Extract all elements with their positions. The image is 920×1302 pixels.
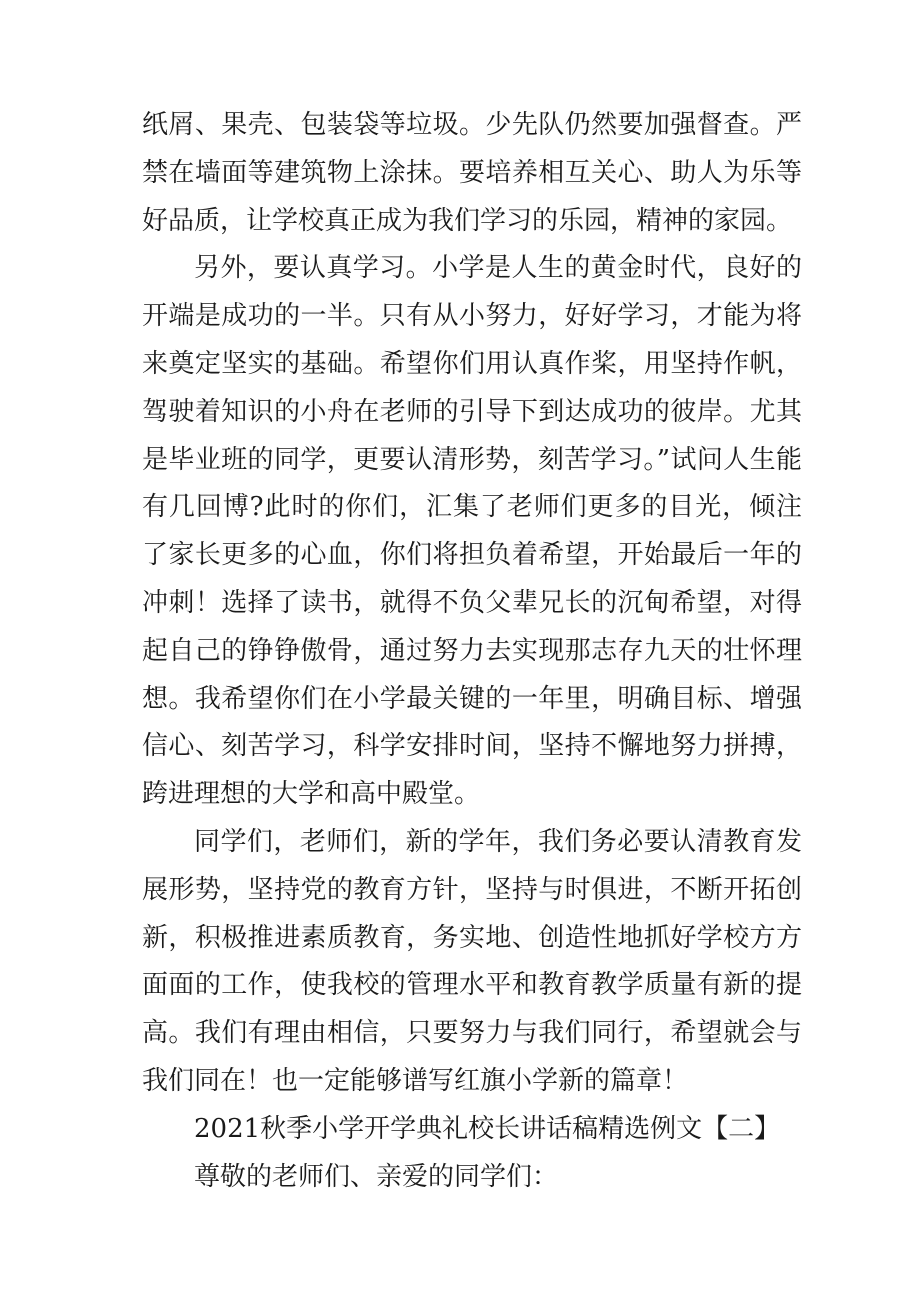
paragraph-closing: 同学们，老师们，新的学年，我们务必要认清教育发展形势，坚持党的教育方针，坚持与时俱进，不断开拓创新，积极推进素质教育，务实地、创造性地抓好学校方方面面的工作，使我校的管理水平和教育教学质量有新的提高。我们有理由相信，只要努力与我们同行，希望就会与我们同在！也一定能够谱写红旗小学新的篇章！ <box>142 826 802 1096</box>
section-title: 2021秋季小学开学典礼校长讲话稿精选例文【二】 <box>194 1113 781 1144</box>
document-body <box>142 102 802 1201</box>
paragraph-continuation: 纸屑、果壳、包装袋等垃圾。少先队仍然要加强督查。严禁在墙面等建筑物上涂抹。要培养相互关心、助人为乐等好品质，让学校真正成为我们学习的乐园，精神的家园。 <box>142 110 802 236</box>
salutation: 尊敬的老师们、亲爱的同学们： <box>194 1161 559 1192</box>
paragraph-study: 另外，要认真学习。小学是人生的黄金时代，良好的开端是成功的一半。只有从小努力，好好学习，才能为将来奠定坚实的基础。希望你们用认真作桨，用坚持作帆，驾驶着知识的小舟在老师的引导下到达成功的彼岸。尤其是毕业班的同学，更要认清形势，刻苦学习。”试问人生能有几回博?此时的你们，汇集了老师们更多的目光，倾注了家长更多的心血，你们将担负着希望，开始最后一年的冲刺！选择了读书，就得不负父辈兄长的沉甸希望，对得起自己的铮铮傲骨，通过努力去实现那志存九天的壮怀理想。我希望你们在小学最关键的一年里，明确目标、增强信心、刻苦学习，科学安排时间，坚持不懈地努力拼搏，跨进理想的大学和高中殿堂。 <box>142 253 802 810</box>
